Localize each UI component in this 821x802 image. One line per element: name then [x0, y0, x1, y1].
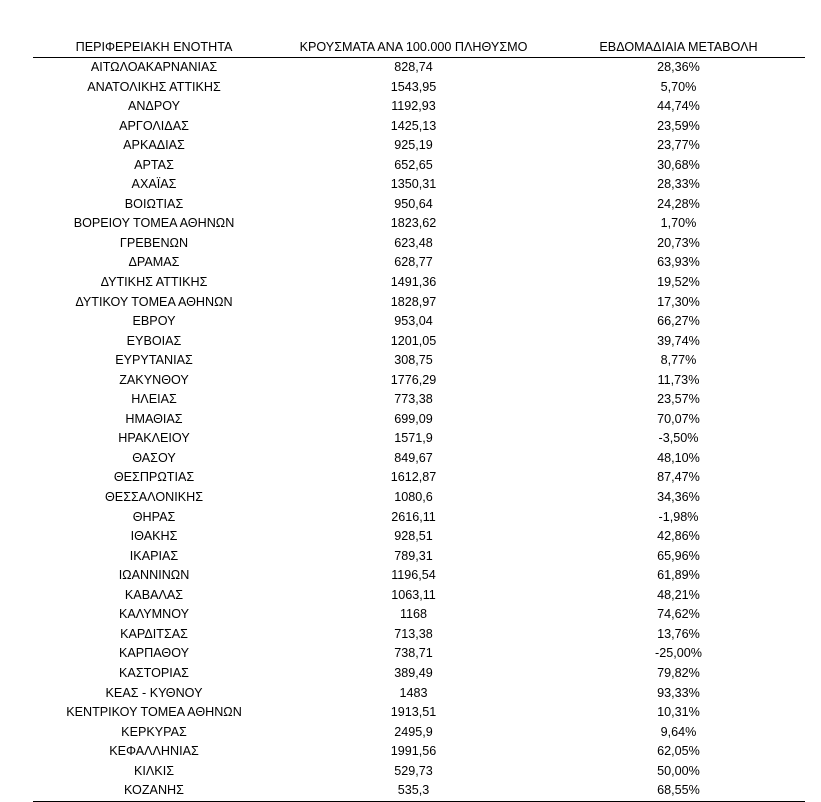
cases-table-sheet: [33, 38, 805, 802]
column-header-region: ΠΕΡΙΦΕΡΕΙΑΚΗ ΕΝΟΤΗΤΑ: [33, 38, 275, 58]
table-row: [33, 429, 805, 449]
table-row: [33, 684, 805, 704]
region-cell: ΚΕΦΑΛΛΗΝΙΑΣ: [109, 744, 199, 759]
weekly-change-cell: 68,55%: [552, 781, 805, 801]
region-cell: ΒΟΡΕΙΟΥ ΤΟΜΕΑ ΑΘΗΝΩΝ: [73, 216, 235, 231]
table-row: [33, 605, 805, 625]
weekly-change-cell: 61,89%: [657, 568, 700, 583]
region-cell: ΒΟΙΩΤΙΑΣ: [124, 196, 184, 211]
weekly-change-cell: 24,28%: [657, 196, 700, 211]
region-cell: ΚΟΖΑΝΗΣ: [33, 781, 275, 801]
cases-per-100k-cell: 389,49: [394, 665, 433, 680]
cases-per-100k-cell: 1063,11: [391, 587, 436, 602]
weekly-change-cell: 23,77%: [657, 138, 700, 153]
cases-per-100k-cell: 1991,56: [390, 744, 437, 759]
table-row: [33, 410, 805, 430]
cases-per-100k-cell: 1913,51: [390, 705, 437, 720]
table-row: [33, 273, 805, 293]
cases-per-100k-cell: 1196,54: [391, 568, 436, 583]
weekly-change-cell: 62,05%: [657, 744, 700, 759]
cases-per-100k-cell: 535,3: [275, 781, 552, 801]
region-cell: ΚΑΛΥΜΝΟΥ: [118, 607, 190, 622]
table-row: [33, 214, 805, 234]
cases-per-100k-cell: 828,74: [394, 60, 433, 74]
cases-per-100k-cell: 773,38: [394, 392, 433, 407]
table-row: [33, 468, 805, 488]
table-row: [33, 449, 805, 469]
region-cell: ΑΡΚΑΔΙΑΣ: [123, 138, 185, 153]
table-row: [33, 703, 805, 723]
weekly-change-cell: 28,36%: [657, 60, 700, 74]
weekly-change-cell: 19,52%: [657, 275, 700, 290]
weekly-change-cell: 70,07%: [657, 411, 700, 426]
region-cell: ΑΡΤΑΣ: [134, 157, 174, 172]
cases-per-region-table: [33, 38, 805, 802]
weekly-change-cell: 30,68%: [657, 157, 700, 172]
table-row: [33, 586, 805, 606]
weekly-change-cell: 39,74%: [657, 333, 700, 348]
weekly-change-cell: 50,00%: [657, 763, 700, 778]
table-row: [33, 664, 805, 684]
table-row: [33, 234, 805, 254]
weekly-change-cell: 28,33%: [657, 177, 700, 192]
weekly-change-cell: 87,47%: [657, 470, 700, 485]
table-header: [33, 38, 805, 58]
table-row: [33, 644, 805, 664]
weekly-change-cell: 5,70%: [660, 79, 697, 94]
region-cell: ΑΙΤΩΛΟΑΚΑΡΝΑΝΙΑΣ: [90, 60, 218, 74]
weekly-change-cell: 63,93%: [657, 255, 700, 270]
region-cell: ΔΡΑΜΑΣ: [128, 255, 180, 270]
region-cell: ΚΕΝΤΡΙΚΟΥ ΤΟΜΕΑ ΑΘΗΝΩΝ: [66, 705, 242, 720]
region-cell: ΙΩΑΝΝΙΝΩΝ: [118, 568, 190, 583]
weekly-change-cell: 13,76%: [657, 626, 700, 641]
weekly-change-cell: 9,64%: [660, 724, 697, 739]
table-row: [33, 117, 805, 137]
table-row: [33, 781, 805, 801]
region-cell: ΚΑΡΔΙΤΣΑΣ: [120, 626, 188, 641]
weekly-change-cell: 48,10%: [657, 450, 700, 465]
region-cell: ΔΥΤΙΚΟΥ ΤΟΜΕΑ ΑΘΗΝΩΝ: [75, 294, 233, 309]
weekly-change-cell: 65,96%: [657, 548, 700, 563]
cases-per-100k-cell: 1571,9: [394, 431, 433, 446]
table-row: [33, 723, 805, 743]
cases-per-100k-cell: 950,64: [394, 196, 433, 211]
cases-per-100k-cell: 628,77: [394, 255, 433, 270]
table-row: [33, 195, 805, 215]
table-row: [33, 566, 805, 586]
column-header-weekly-change: ΕΒΔΟΜΑΔΙΑΙΑ ΜΕΤΑΒΟΛΗ: [552, 38, 805, 58]
cases-per-100k-cell: 738,71: [394, 646, 433, 661]
cases-per-100k-cell: 1168: [399, 607, 428, 622]
table-row: [33, 762, 805, 782]
table-row: [33, 371, 805, 391]
table-row: [33, 136, 805, 156]
cases-per-100k-cell: 925,19: [394, 138, 433, 153]
cases-per-100k-cell: 789,31: [394, 548, 433, 563]
region-cell: ΕΥΡΥΤΑΝΙΑΣ: [115, 353, 193, 368]
region-cell: ΔΥΤΙΚΗΣ ΑΤΤΙΚΗΣ: [100, 275, 208, 290]
cases-per-100k-cell: 928,51: [394, 529, 433, 544]
table-row: [33, 547, 805, 567]
weekly-change-cell: 23,57%: [657, 392, 700, 407]
weekly-change-cell: 93,33%: [657, 685, 700, 700]
weekly-change-cell: 1,70%: [660, 216, 697, 231]
weekly-change-cell: 8,77%: [660, 353, 697, 368]
weekly-change-cell: 11,73%: [657, 372, 700, 387]
table-row: [33, 312, 805, 332]
cases-per-100k-cell: 652,65: [394, 157, 433, 172]
region-cell: ΑΡΓΟΛΙΔΑΣ: [119, 118, 189, 133]
weekly-change-cell: -1,98%: [658, 509, 699, 524]
table-row: [33, 742, 805, 762]
table-row: [33, 527, 805, 547]
weekly-change-cell: 79,82%: [657, 665, 700, 680]
weekly-change-cell: 23,59%: [657, 118, 700, 133]
region-cell: ΗΜΑΘΙΑΣ: [125, 411, 183, 426]
weekly-change-cell: -3,50%: [658, 431, 699, 446]
region-cell: ΙΘΑΚΗΣ: [130, 529, 178, 544]
cases-per-100k-cell: 308,75: [394, 353, 433, 368]
table-body: [33, 58, 805, 802]
weekly-change-cell: 74,62%: [657, 607, 700, 622]
region-cell: ΓΡΕΒΕΝΩΝ: [119, 235, 189, 250]
cases-per-100k-cell: 1491,36: [390, 275, 437, 290]
weekly-change-cell: 34,36%: [657, 490, 700, 505]
cases-per-100k-cell: 1823,62: [390, 216, 437, 231]
column-header-cases: ΚΡΟΥΣΜΑΤΑ ΑΝΑ 100.000 ΠΛΗΘΥΣΜΟ: [275, 38, 552, 58]
region-cell: ΑΧΑΪΑΣ: [131, 177, 177, 192]
weekly-change-cell: -25,00%: [655, 646, 702, 661]
region-cell: ΚΑΒΑΛΑΣ: [124, 587, 184, 602]
region-cell: ΖΑΚΥΝΘΟΥ: [119, 372, 189, 387]
table-row: [33, 293, 805, 313]
cases-per-100k-cell: 1192,93: [391, 99, 436, 114]
region-cell: ΑΝΑΤΟΛΙΚΗΣ ΑΤΤΙΚΗΣ: [87, 79, 221, 94]
table-row: [33, 175, 805, 195]
region-cell: ΚΑΣΤΟΡΙΑΣ: [119, 665, 189, 680]
cases-per-100k-cell: 1201,05: [390, 333, 437, 348]
cases-per-100k-cell: 953,04: [394, 314, 433, 329]
table-row: [33, 332, 805, 352]
cases-per-100k-cell: 2495,9: [394, 724, 433, 739]
region-cell: ΙΚΑΡΙΑΣ: [129, 548, 179, 563]
region-cell: ΚΕΡΚΥΡΑΣ: [121, 724, 187, 739]
cases-per-100k-cell: 713,38: [394, 626, 433, 641]
cases-per-100k-cell: 1425,13: [390, 118, 437, 133]
region-cell: ΘΑΣΟΥ: [132, 450, 176, 465]
cases-per-100k-cell: 1612,87: [390, 470, 437, 485]
region-cell: ΕΒΡΟΥ: [132, 314, 176, 329]
weekly-change-cell: 48,21%: [657, 587, 700, 602]
region-cell: ΚΙΛΚΙΣ: [134, 763, 174, 778]
table-row: [33, 253, 805, 273]
table-row: [33, 78, 805, 98]
table-row: [33, 351, 805, 371]
region-cell: ΘΕΣΣΑΛΟΝΙΚΗΣ: [105, 490, 203, 505]
cases-per-100k-cell: 699,09: [394, 411, 433, 426]
table-row: [33, 390, 805, 410]
cases-per-100k-cell: 1483: [399, 685, 428, 700]
weekly-change-cell: 66,27%: [657, 314, 700, 329]
weekly-change-cell: 42,86%: [657, 529, 700, 544]
cases-per-100k-cell: 1776,29: [390, 372, 437, 387]
cases-per-100k-cell: 2616,11: [391, 509, 436, 524]
weekly-change-cell: 17,30%: [657, 294, 700, 309]
cases-per-100k-cell: 529,73: [394, 763, 433, 778]
header-row: [33, 38, 805, 58]
table-row: [33, 58, 805, 78]
cases-per-100k-cell: 849,67: [394, 450, 433, 465]
region-cell: ΗΡΑΚΛΕΙΟΥ: [118, 431, 190, 446]
weekly-change-cell: 20,73%: [657, 235, 700, 250]
table-row: [33, 156, 805, 176]
cases-per-100k-cell: 1543,95: [390, 79, 437, 94]
weekly-change-cell: 10,31%: [657, 705, 700, 720]
table-row: [33, 488, 805, 508]
table-row: [33, 625, 805, 645]
region-cell: ΚΕΑΣ - ΚΥΘΝΟΥ: [105, 685, 203, 700]
region-cell: ΚΑΡΠΑΘΟΥ: [118, 646, 189, 661]
cases-per-100k-cell: 623,48: [394, 235, 433, 250]
cases-per-100k-cell: 1828,97: [390, 294, 437, 309]
region-cell: ΑΝΔΡΟΥ: [127, 99, 181, 114]
cases-per-100k-cell: 1350,31: [390, 177, 437, 192]
region-cell: ΗΛΕΙΑΣ: [131, 392, 177, 407]
table-row: [33, 97, 805, 117]
region-cell: ΘΕΣΠΡΩΤΙΑΣ: [113, 470, 195, 485]
cases-per-100k-cell: 1080,6: [394, 490, 433, 505]
region-cell: ΕΥΒΟΙΑΣ: [126, 333, 182, 348]
table-row: [33, 508, 805, 528]
weekly-change-cell: 44,74%: [657, 99, 700, 114]
region-cell: ΘΗΡΑΣ: [132, 509, 176, 524]
